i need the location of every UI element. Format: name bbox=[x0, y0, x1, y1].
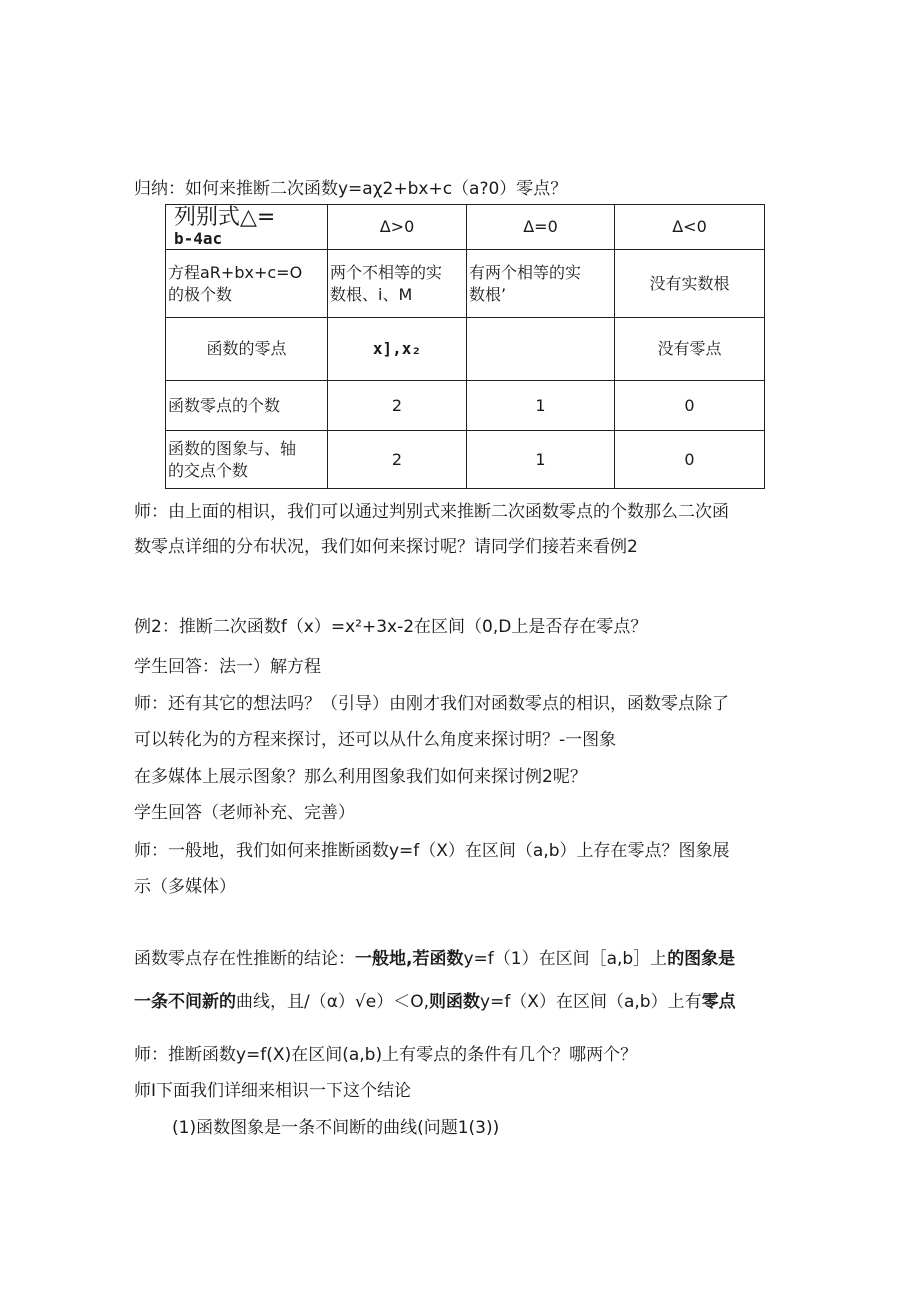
conclusion-line-1 bbox=[134, 948, 735, 970]
table-row bbox=[166, 381, 765, 431]
header-label-line1: 列别式△= bbox=[174, 205, 276, 230]
teacher-line: 师I下面我们详细来相识一下这个结论 bbox=[134, 1081, 412, 1101]
table-cell bbox=[328, 250, 467, 318]
list-item: (1)函数图象是一条不间断的曲线(问题1(3)) bbox=[172, 1118, 500, 1138]
row-label bbox=[166, 431, 328, 489]
teacher-line: 师：还有其它的想法吗？（引导）由刚才我们对函数零点的相识，函数零点除了 bbox=[134, 694, 729, 714]
teacher-line: 可以转化为的方程来探讨，还可以从什么角度来探讨明？-一图象 bbox=[134, 730, 617, 750]
row-label: 函数的零点 bbox=[166, 318, 328, 381]
cell-line: 数根’ bbox=[469, 284, 507, 304]
table-cell: 2 bbox=[328, 381, 467, 431]
teacher-line: 师：由上面的相识，我们可以通过判别式来推断二次函数零点的个数那么二次函 bbox=[134, 502, 729, 522]
teacher-line: 师：推断函数y=f(X)在区间(a,b)上有零点的条件有几个？哪两个？ bbox=[134, 1045, 638, 1065]
conclusion-text: 函数零点存在性推断的结论： bbox=[134, 949, 355, 969]
table-row bbox=[166, 431, 765, 489]
table-header-row bbox=[166, 205, 765, 250]
table-row bbox=[166, 250, 765, 318]
discriminant-table bbox=[165, 204, 765, 489]
row-label-line: 函数的图象与、轴 bbox=[168, 438, 297, 458]
conclusion-bold: 则函数 bbox=[429, 992, 481, 1012]
conclusion-bold: 一般地,若函数 bbox=[355, 949, 464, 969]
table-cell: 没有零点 bbox=[615, 318, 765, 381]
row-label bbox=[166, 250, 328, 318]
conclusion-bold: 一条不间新的 bbox=[134, 992, 236, 1012]
header-case-positive: Δ>0 bbox=[328, 205, 467, 250]
row-label-line: 的交点个数 bbox=[168, 460, 249, 480]
table-cell: 没有实数根 bbox=[615, 250, 765, 318]
table-cell: 1 bbox=[467, 431, 615, 489]
row-label-line: 的极个数 bbox=[168, 284, 233, 304]
conclusion-text: y=f（1）在区间［a,b］上 bbox=[463, 949, 668, 969]
header-case-negative: Δ<0 bbox=[615, 205, 765, 250]
conclusion-line-2 bbox=[134, 991, 736, 1013]
header-label-cell bbox=[166, 205, 328, 250]
row-label-line: 方程aR+bx+c=O bbox=[168, 262, 303, 282]
table-cell: 0 bbox=[615, 431, 765, 489]
table-row bbox=[166, 318, 765, 381]
table-cell: x],x₂ bbox=[328, 318, 467, 381]
header-label-line2: b-4ac bbox=[174, 229, 223, 248]
student-answer: 学生回答（老师补充、完善） bbox=[134, 803, 355, 823]
table-cell: 1 bbox=[467, 381, 615, 431]
table-cell: 2 bbox=[328, 431, 467, 489]
table-cell bbox=[467, 250, 615, 318]
teacher-line: 数零点详细的分布状况，我们如何来探讨呢？请同学们接若来看例2 bbox=[134, 537, 638, 557]
teacher-line: 师：一般地，我们如何来推断函数y=f（X）在区间（a,b）上存在零点？图象展 bbox=[134, 841, 730, 861]
conclusion-bold: 零点 bbox=[701, 992, 736, 1012]
table-cell: 0 bbox=[615, 381, 765, 431]
student-answer: 学生回答：法一）解方程 bbox=[134, 657, 321, 677]
conclusion-text: y=f（X）在区间（a,b）上有 bbox=[480, 992, 702, 1012]
table-cell bbox=[467, 318, 615, 381]
intro-line: 归纳：如何来推断二次函数y=aχ2+bx+c（a?0）零点？ bbox=[134, 179, 568, 199]
cell-line: 数根、i、M bbox=[330, 284, 413, 304]
teacher-line: 示（多媒体） bbox=[134, 877, 236, 897]
cell-line: 有两个相等的实 bbox=[469, 262, 582, 282]
example-2: 例2：推断二次函数f（x）=x²+3x-2在区间（0,D上是否存在零点？ bbox=[134, 617, 648, 637]
conclusion-text: 曲线，且/（α）√e）＜O, bbox=[236, 992, 430, 1012]
teacher-line: 在多媒体上展示图象？那么利用图象我们如何来探讨例2呢？ bbox=[134, 767, 587, 787]
conclusion-bold: 的图象是 bbox=[667, 949, 736, 969]
header-case-zero: Δ=0 bbox=[467, 205, 615, 250]
row-label: 函数零点的个数 bbox=[166, 381, 328, 431]
cell-line: 两个不相等的实 bbox=[330, 262, 443, 282]
